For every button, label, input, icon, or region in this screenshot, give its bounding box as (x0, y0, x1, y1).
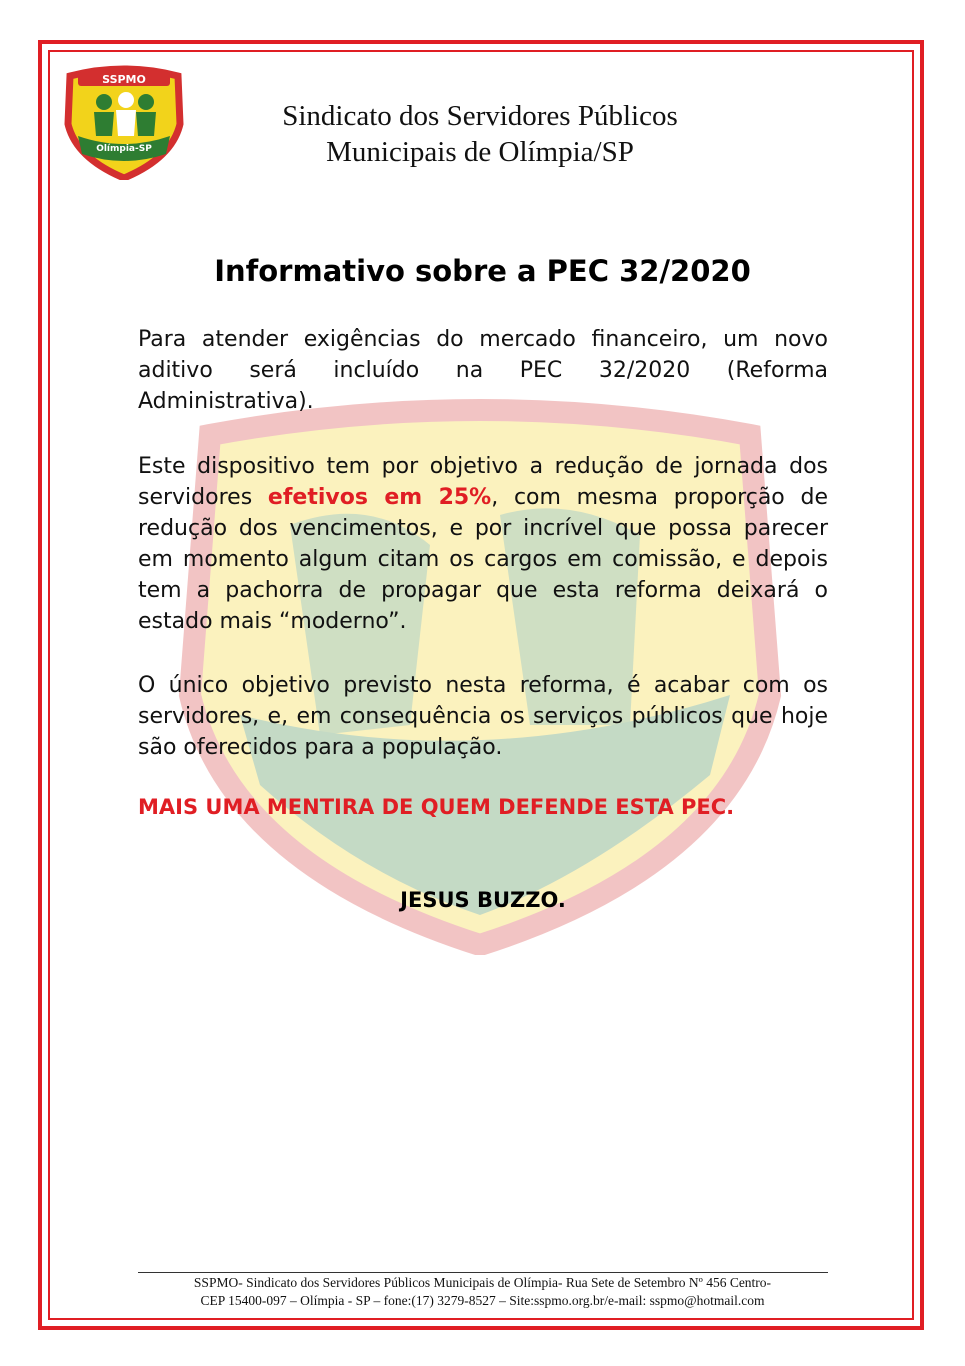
organization-name (230, 98, 730, 170)
org-line-1: Sindicato dos Servidores Públicos (282, 100, 678, 132)
paragraph-2-highlight: efetivos em 25% (267, 485, 492, 510)
footer-divider (138, 1272, 828, 1273)
footer (120, 1274, 845, 1310)
org-line-2: Municipais de Olímpia/SP (326, 136, 634, 168)
footer-line-2: CEP 15400-097 – Olímpia - SP – fone:(17) 3279-8527 – Site:sspmo.org.br/e-mail: sspmo@hotmail.com (200, 1293, 765, 1308)
paragraph-2-text-b: , com mesma proporção de redução dos vencimentos, e por incrível que possa parecer em momento algum citam os cargos em comissão, e depois tem a pachorra de propagar que esta reforma deixará o estado mais “moderno”. (138, 485, 829, 634)
logo-city: Olímpia-SP (96, 144, 152, 154)
footer-line-1: SSPMO- Sindicato dos Servidores Públicos Municipais de Olímpia- Rua Sete de Setembro Nº 456 Centro- (193, 1275, 772, 1290)
paragraph-2-text-a: Este dispositivo tem por objetivo a redução de jornada dos servidores (138, 454, 828, 510)
union-shield-logo-icon (62, 62, 186, 180)
logo-acronym: SSPMO (102, 73, 146, 86)
document-title: Informativo sobre a PEC 32/2020 (214, 254, 751, 288)
signature: JESUS BUZZO. (400, 888, 566, 912)
paragraph-1: Para atender exigências do mercado financeiro, um novo aditivo será incluído na PEC 32/2020 (Reforma Administrativa). (138, 327, 828, 414)
alert-statement: MAIS UMA MENTIRA DE QUEM DEFENDE ESTA PEC. (138, 795, 735, 819)
paragraph-2 (138, 451, 828, 637)
paragraph-3: O único objetivo previsto nesta reforma, é acabar com os servidores, e, em consequência os serviços públicos que hoje são oferecidos para a população. (138, 673, 828, 760)
